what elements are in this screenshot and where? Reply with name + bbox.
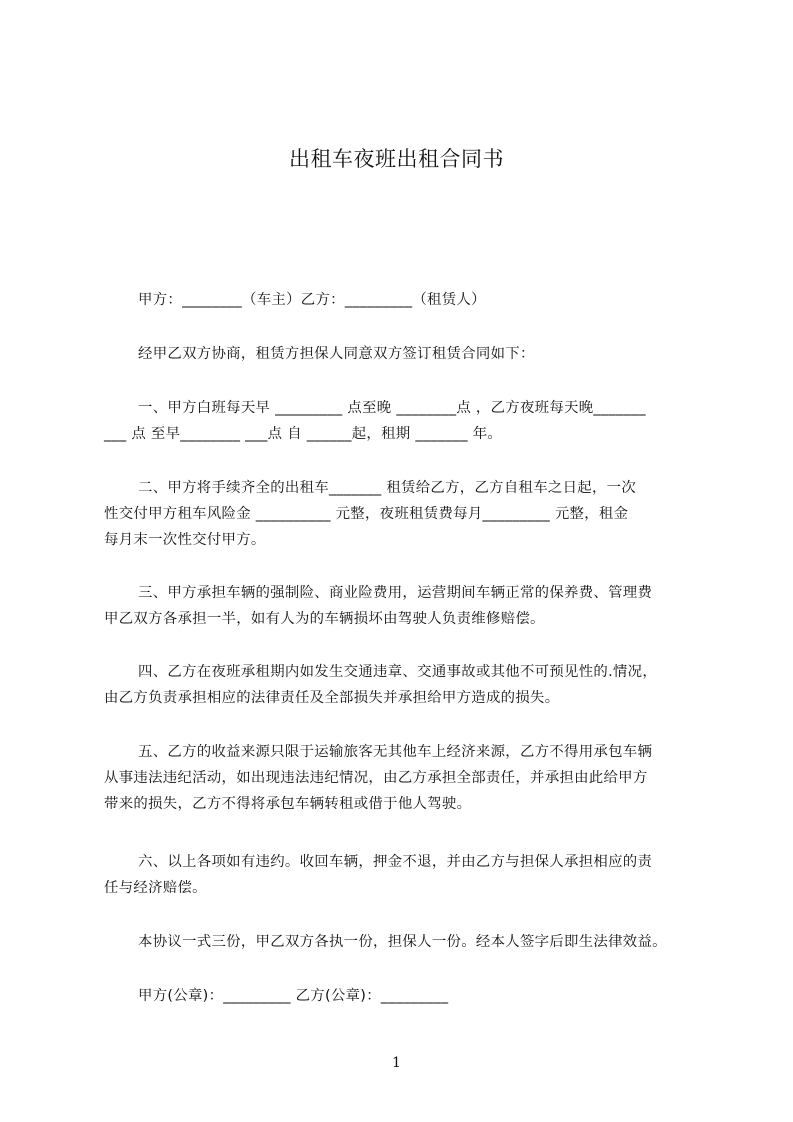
clause-2-line-2: 性交付甲方租车风险金 __________ 元整，夜班租赁费每月_________ 元整，租金: [104, 506, 629, 522]
intro-paragraph: 经甲乙双方协商，租赁方担保人同意双方签订租赁合同如下：: [138, 346, 535, 362]
clause-4: [104, 659, 704, 711]
clause-4-line-2: 由乙方负责承担相应的法律责任及全部损失并承担给甲方造成的损失。: [104, 690, 560, 706]
clause-2: [104, 475, 704, 553]
signature-line: 甲方(公章)：_________ 乙方(公章)：_________: [138, 988, 449, 1004]
clause-6-line-1: 六、以上各项如有违约。收回车辆，押金不退，并由乙方与担保人承担相应的责: [138, 854, 653, 870]
clause-6: [104, 849, 704, 901]
clause-5: [104, 739, 704, 817]
clause-2-line-1: 二、甲方将手续齐全的出租车_______ 租赁给乙方，乙方自租车之日起，一次: [138, 480, 637, 496]
clause-2-line-3: 每月末一次性交付甲方。: [104, 532, 266, 548]
clause-3: [104, 580, 704, 632]
clause-1: [104, 395, 704, 447]
clause-1-line-1: 一、甲方白班每天早 _________ 点至晚 ________点 ，乙方夜班每天晚_______: [138, 400, 646, 416]
document-title: 出租车夜班出租合同书: [289, 147, 504, 171]
parties-line: 甲方：________（车主）乙方：_________（租赁人）: [138, 292, 486, 308]
clause-3-line-1: 三、甲方承担车辆的强制险、商业险费用，运营期间车辆正常的保养费、管理费: [138, 585, 653, 601]
clause-1-line-2: ___ 点 至早________ ___点 自 ______起，租期 _______ 年。: [104, 426, 503, 442]
copies-paragraph: 本协议一式三份，甲乙双方各执一份，担保人一份。经本人签字后即生法律效益。: [138, 934, 667, 950]
clause-4-line-1: 四、乙方在夜班承租期内如发生交通违章、交通事故或其他不可预见性的.情况，: [138, 664, 658, 680]
page-number: 1: [392, 1055, 401, 1071]
clause-5-line-1: 五、乙方的收益来源只限于运输旅客无其他车上经济来源，乙方不得用承包车辆: [138, 744, 653, 760]
clause-6-line-2: 任与经济赔偿。: [104, 880, 207, 896]
clause-5-line-3: 带来的损失，乙方不得将承包车辆转租或借于他人驾驶。: [104, 796, 472, 812]
clause-3-line-2: 甲乙双方各承担一半，如有人为的车辆损坏由驾驶人负责维修赔偿。: [104, 611, 545, 627]
clause-5-line-2: 从事违法违纪活动，如出现违法违纪情况，由乙方承担全部责任，并承担由此给甲方: [104, 770, 648, 786]
